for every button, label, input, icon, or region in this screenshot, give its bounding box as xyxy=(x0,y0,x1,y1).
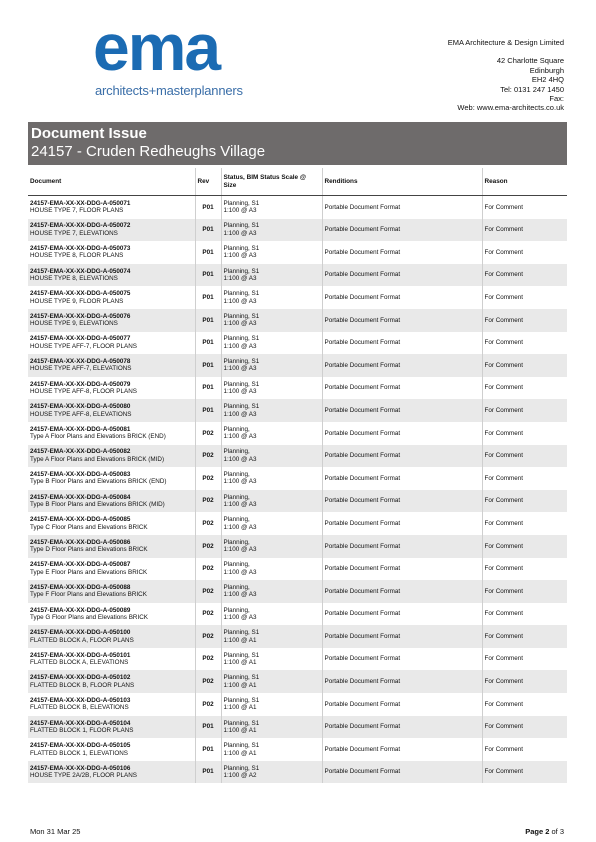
rev-cell: P02 xyxy=(195,670,221,693)
rev-cell: P01 xyxy=(195,219,221,242)
document-code: 24157-EMA-XX-XX-DDG-A-050106 xyxy=(30,764,131,772)
document-code: 24157-EMA-XX-XX-DDG-A-050100 xyxy=(30,629,131,637)
reason-cell: For Comment xyxy=(482,580,567,603)
reason-cell: For Comment xyxy=(482,558,567,581)
reason-cell: For Comment xyxy=(482,670,567,693)
status-cell xyxy=(221,219,322,242)
reason-cell: For Comment xyxy=(482,467,567,490)
footer-date: Mon 31 Mar 25 xyxy=(30,827,81,836)
status-cell xyxy=(221,738,322,761)
header-rev: Rev xyxy=(195,168,221,196)
header-reason: Reason xyxy=(482,168,567,196)
rendition-cell: Portable Document Format xyxy=(322,399,482,422)
rev-cell: P02 xyxy=(195,490,221,513)
address-line: Edinburgh xyxy=(529,65,564,75)
document-title: FLATTED BLOCK A, ELEVATIONS xyxy=(30,659,129,667)
table-row xyxy=(28,445,567,468)
scale-size: 1:100 @ A3 xyxy=(223,568,257,576)
scale-size: 1:100 @ A3 xyxy=(223,591,257,599)
rev-cell: P01 xyxy=(195,241,221,264)
rev-cell: P01 xyxy=(195,332,221,355)
status-value: Planning, xyxy=(223,561,250,569)
document-code: 24157-EMA-XX-XX-DDG-A-050071 xyxy=(30,199,131,207)
rendition-cell: Portable Document Format xyxy=(322,377,482,400)
scale-size: 1:100 @ A3 xyxy=(223,207,257,215)
document-title: FLATTED BLOCK 1, ELEVATIONS xyxy=(30,749,128,757)
ema-logo xyxy=(93,10,268,100)
document-cell xyxy=(28,716,195,739)
table-row xyxy=(28,738,567,761)
rendition-cell: Portable Document Format xyxy=(322,693,482,716)
status-value: Planning, S1 xyxy=(223,290,260,298)
reason-cell: For Comment xyxy=(482,309,567,332)
document-code: 24157-EMA-XX-XX-DDG-A-050083 xyxy=(30,471,131,479)
document-cell xyxy=(28,422,195,445)
rev-cell: P02 xyxy=(195,558,221,581)
document-cell xyxy=(28,580,195,603)
rendition-cell: Portable Document Format xyxy=(322,580,482,603)
document-cell xyxy=(28,264,195,287)
document-title: HOUSE TYPE 8, FLOOR PLANS xyxy=(30,252,124,260)
rev-cell: P01 xyxy=(195,738,221,761)
rendition-cell: Portable Document Format xyxy=(322,241,482,264)
rendition-cell: Portable Document Format xyxy=(322,286,482,309)
status-value: Planning, xyxy=(223,493,250,501)
status-cell xyxy=(221,196,322,219)
rev-cell: P01 xyxy=(195,354,221,377)
document-cell xyxy=(28,761,195,784)
rev-cell: P01 xyxy=(195,264,221,287)
reason-cell: For Comment xyxy=(482,693,567,716)
rendition-cell: Portable Document Format xyxy=(322,354,482,377)
table-row xyxy=(28,354,567,377)
banner-subtitle: 24157 - Cruden Redheughs Village xyxy=(31,143,266,160)
status-cell xyxy=(221,648,322,671)
reason-cell: For Comment xyxy=(482,241,567,264)
scale-size: 1:100 @ A3 xyxy=(223,501,257,509)
status-value: Planning, S1 xyxy=(223,380,260,388)
header-status: Status, BIM Status Scale @ Size xyxy=(221,168,322,196)
status-value: Planning, xyxy=(223,471,250,479)
reason-cell: For Comment xyxy=(482,738,567,761)
document-title: Type F Floor Plans and Elevations BRICK xyxy=(30,591,147,599)
rev-cell: P01 xyxy=(195,286,221,309)
status-cell xyxy=(221,580,322,603)
reason-cell: For Comment xyxy=(482,399,567,422)
reason-cell: For Comment xyxy=(482,535,567,558)
document-code: 24157-EMA-XX-XX-DDG-A-050104 xyxy=(30,719,131,727)
status-value: Planning, xyxy=(223,538,250,546)
address-line: EH2 4HQ xyxy=(531,75,564,85)
status-value: Planning, S1 xyxy=(223,199,260,207)
document-title: Type A Floor Plans and Elevations BRICK (END) xyxy=(30,433,166,441)
reason-cell: For Comment xyxy=(482,219,567,242)
status-cell xyxy=(221,377,322,400)
document-title: HOUSE TYPE 2A/2B, FLOOR PLANS xyxy=(30,772,137,780)
scale-size: 1:100 @ A1 xyxy=(223,704,257,712)
logo-tagline: architects+masterplanners xyxy=(95,83,243,98)
rendition-cell: Portable Document Format xyxy=(322,264,482,287)
rendition-cell: Portable Document Format xyxy=(322,535,482,558)
page-label: Page xyxy=(525,827,544,836)
document-code: 24157-EMA-XX-XX-DDG-A-050103 xyxy=(30,696,131,704)
status-value: Planning, S1 xyxy=(223,696,260,704)
rev-cell: P01 xyxy=(195,761,221,784)
reason-cell: For Comment xyxy=(482,625,567,648)
rev-cell: P02 xyxy=(195,580,221,603)
status-cell xyxy=(221,693,322,716)
page-total: of 3 xyxy=(551,827,564,836)
status-cell xyxy=(221,309,322,332)
rev-cell: P02 xyxy=(195,467,221,490)
document-cell xyxy=(28,693,195,716)
rev-cell: P02 xyxy=(195,625,221,648)
rendition-cell: Portable Document Format xyxy=(322,309,482,332)
document-cell xyxy=(28,445,195,468)
document-code: 24157-EMA-XX-XX-DDG-A-050075 xyxy=(30,290,131,298)
document-title: HOUSE TYPE AFF-7, ELEVATIONS xyxy=(30,365,132,373)
table-header-row xyxy=(28,168,567,196)
document-code: 24157-EMA-XX-XX-DDG-A-050084 xyxy=(30,493,131,501)
rev-cell: P01 xyxy=(195,716,221,739)
scale-size: 1:100 @ A1 xyxy=(223,681,257,689)
table-row xyxy=(28,716,567,739)
reason-cell: For Comment xyxy=(482,490,567,513)
status-cell xyxy=(221,467,322,490)
rendition-cell: Portable Document Format xyxy=(322,670,482,693)
reason-cell: For Comment xyxy=(482,648,567,671)
table-row xyxy=(28,603,567,626)
document-title: HOUSE TYPE AFF-7, FLOOR PLANS xyxy=(30,342,137,350)
rev-cell: P02 xyxy=(195,535,221,558)
status-cell xyxy=(221,332,322,355)
document-cell xyxy=(28,196,195,219)
rendition-cell: Portable Document Format xyxy=(322,196,482,219)
scale-size: 1:100 @ A3 xyxy=(223,433,257,441)
status-cell xyxy=(221,241,322,264)
document-cell xyxy=(28,377,195,400)
logo-wordmark: ema xyxy=(93,10,220,84)
table-row xyxy=(28,670,567,693)
table-row xyxy=(28,241,567,264)
table-row xyxy=(28,332,567,355)
document-issue-table xyxy=(28,168,567,783)
document-title: Type B Floor Plans and Elevations BRICK (END) xyxy=(30,478,167,486)
reason-cell: For Comment xyxy=(482,332,567,355)
status-cell xyxy=(221,716,322,739)
table-row xyxy=(28,625,567,648)
status-cell xyxy=(221,286,322,309)
document-code: 24157-EMA-XX-XX-DDG-A-050073 xyxy=(30,245,131,253)
address-line: 42 Charlotte Square xyxy=(496,56,564,66)
rendition-cell: Portable Document Format xyxy=(322,761,482,784)
rendition-cell: Portable Document Format xyxy=(322,332,482,355)
scale-size: 1:100 @ A1 xyxy=(223,726,257,734)
rev-cell: P02 xyxy=(195,603,221,626)
document-title: FLATTED BLOCK B, FLOOR PLANS xyxy=(30,681,135,689)
status-value: Planning, xyxy=(223,583,250,591)
table-row xyxy=(28,399,567,422)
document-title: HOUSE TYPE 9, ELEVATIONS xyxy=(30,320,118,328)
table-row xyxy=(28,219,567,242)
scale-size: 1:100 @ A2 xyxy=(223,772,257,780)
document-title: Type E Floor Plans and Elevations BRICK xyxy=(30,568,148,576)
document-cell xyxy=(28,670,195,693)
table-row xyxy=(28,196,567,219)
status-cell xyxy=(221,603,322,626)
document-title: HOUSE TYPE 7, FLOOR PLANS xyxy=(30,207,124,215)
document-banner xyxy=(28,122,567,165)
status-cell xyxy=(221,264,322,287)
table-row xyxy=(28,309,567,332)
rendition-cell: Portable Document Format xyxy=(322,512,482,535)
reason-cell: For Comment xyxy=(482,445,567,468)
table-row xyxy=(28,264,567,287)
rendition-cell: Portable Document Format xyxy=(322,625,482,648)
table-row xyxy=(28,693,567,716)
rev-cell: P02 xyxy=(195,445,221,468)
rev-cell: P01 xyxy=(195,309,221,332)
status-value: Planning, S1 xyxy=(223,335,260,343)
document-title: FLATTED BLOCK A, FLOOR PLANS xyxy=(30,636,134,644)
status-value: Planning, S1 xyxy=(223,719,260,727)
status-value: Planning, S1 xyxy=(223,312,260,320)
document-cell xyxy=(28,309,195,332)
document-title: HOUSE TYPE AFF-8, FLOOR PLANS xyxy=(30,388,137,396)
document-cell xyxy=(28,535,195,558)
document-code: 24157-EMA-XX-XX-DDG-A-050082 xyxy=(30,448,131,456)
status-cell xyxy=(221,445,322,468)
status-cell xyxy=(221,558,322,581)
scale-size: 1:100 @ A3 xyxy=(223,252,257,260)
table-row xyxy=(28,286,567,309)
scale-size: 1:100 @ A3 xyxy=(223,613,257,621)
document-cell xyxy=(28,738,195,761)
document-cell xyxy=(28,625,195,648)
scale-size: 1:100 @ A3 xyxy=(223,546,257,554)
rev-cell: P02 xyxy=(195,512,221,535)
company-details xyxy=(448,38,564,113)
rendition-cell: Portable Document Format xyxy=(322,467,482,490)
document-cell xyxy=(28,219,195,242)
document-code: 24157-EMA-XX-XX-DDG-A-050081 xyxy=(30,425,131,433)
document-code: 24157-EMA-XX-XX-DDG-A-050087 xyxy=(30,561,131,569)
status-value: Planning, S1 xyxy=(223,358,260,366)
header-renditions: Renditions xyxy=(322,168,482,196)
company-tel: Tel: 0131 247 1450 xyxy=(500,84,564,94)
document-code: 24157-EMA-XX-XX-DDG-A-050088 xyxy=(30,583,131,591)
scale-size: 1:100 @ A3 xyxy=(223,320,257,328)
status-value: Planning, xyxy=(223,448,250,456)
document-code: 24157-EMA-XX-XX-DDG-A-050077 xyxy=(30,335,131,343)
status-value: Planning, S1 xyxy=(223,674,260,682)
status-value: Planning, S1 xyxy=(223,267,260,275)
document-code: 24157-EMA-XX-XX-DDG-A-050072 xyxy=(30,222,131,230)
reason-cell: For Comment xyxy=(482,512,567,535)
document-title: Type D Floor Plans and Elevations BRICK xyxy=(30,546,148,554)
reason-cell: For Comment xyxy=(482,264,567,287)
status-value: Planning, S1 xyxy=(223,629,260,637)
document-cell xyxy=(28,512,195,535)
document-code: 24157-EMA-XX-XX-DDG-A-050101 xyxy=(30,651,131,659)
rev-cell: P01 xyxy=(195,399,221,422)
status-cell xyxy=(221,354,322,377)
document-code: 24157-EMA-XX-XX-DDG-A-050086 xyxy=(30,538,131,546)
document-cell xyxy=(28,286,195,309)
table-row xyxy=(28,377,567,400)
document-cell xyxy=(28,354,195,377)
status-cell xyxy=(221,670,322,693)
rendition-cell: Portable Document Format xyxy=(322,648,482,671)
scale-size: 1:100 @ A3 xyxy=(223,342,257,350)
rendition-cell: Portable Document Format xyxy=(322,490,482,513)
footer-page-number xyxy=(525,827,564,836)
scale-size: 1:100 @ A3 xyxy=(223,455,257,463)
table-row xyxy=(28,467,567,490)
status-value: Planning, S1 xyxy=(223,764,260,772)
document-title: Type G Floor Plans and Elevations BRICK xyxy=(30,613,148,621)
document-cell xyxy=(28,241,195,264)
status-cell xyxy=(221,512,322,535)
company-name: EMA Architecture & Design Limited xyxy=(447,38,564,47)
status-value: Planning, xyxy=(223,606,250,614)
reason-cell: For Comment xyxy=(482,716,567,739)
scale-size: 1:100 @ A3 xyxy=(223,365,257,373)
scale-size: 1:100 @ A3 xyxy=(223,388,257,396)
document-cell xyxy=(28,467,195,490)
reason-cell: For Comment xyxy=(482,761,567,784)
page-current: 2 xyxy=(545,827,550,836)
document-code: 24157-EMA-XX-XX-DDG-A-050102 xyxy=(30,674,131,682)
rendition-cell: Portable Document Format xyxy=(322,603,482,626)
document-cell xyxy=(28,332,195,355)
status-cell xyxy=(221,625,322,648)
document-title: FLATTED BLOCK 1, FLOOR PLANS xyxy=(30,726,134,734)
table-row xyxy=(28,535,567,558)
rendition-cell: Portable Document Format xyxy=(322,558,482,581)
document-code: 24157-EMA-XX-XX-DDG-A-050089 xyxy=(30,606,131,614)
document-title: HOUSE TYPE 9, FLOOR PLANS xyxy=(30,297,124,305)
scale-size: 1:100 @ A1 xyxy=(223,749,257,757)
scale-size: 1:100 @ A3 xyxy=(223,297,257,305)
scale-size: 1:100 @ A1 xyxy=(223,636,257,644)
document-title: HOUSE TYPE 8, ELEVATIONS xyxy=(30,275,118,283)
scale-size: 1:100 @ A3 xyxy=(223,229,257,237)
rev-cell: P02 xyxy=(195,648,221,671)
rendition-cell: Portable Document Format xyxy=(322,738,482,761)
scale-size: 1:100 @ A3 xyxy=(223,275,257,283)
status-cell xyxy=(221,422,322,445)
document-cell xyxy=(28,603,195,626)
reason-cell: For Comment xyxy=(482,422,567,445)
status-cell xyxy=(221,399,322,422)
document-code: 24157-EMA-XX-XX-DDG-A-050085 xyxy=(30,516,131,524)
document-code: 24157-EMA-XX-XX-DDG-A-050078 xyxy=(30,358,131,366)
document-title: Type A Floor Plans and Elevations BRICK (MID) xyxy=(30,455,165,463)
reason-cell: For Comment xyxy=(482,286,567,309)
scale-size: 1:100 @ A3 xyxy=(223,410,257,418)
document-title: Type B Floor Plans and Elevations BRICK (MID) xyxy=(30,501,165,509)
rev-cell: P02 xyxy=(195,693,221,716)
table-body xyxy=(28,196,567,784)
status-value: Planning, S1 xyxy=(223,403,260,411)
table-row xyxy=(28,512,567,535)
scale-size: 1:100 @ A3 xyxy=(223,523,257,531)
company-web: Web: www.ema-architects.co.uk xyxy=(457,103,564,113)
status-value: Planning, S1 xyxy=(223,742,260,750)
banner-title: Document Issue xyxy=(31,125,147,142)
rev-cell: P02 xyxy=(195,422,221,445)
status-value: Planning, S1 xyxy=(223,651,260,659)
document-code: 24157-EMA-XX-XX-DDG-A-050079 xyxy=(30,380,131,388)
document-title: FLATTED BLOCK B, ELEVATIONS xyxy=(30,704,129,712)
status-cell xyxy=(221,535,322,558)
table-row xyxy=(28,580,567,603)
reason-cell: For Comment xyxy=(482,377,567,400)
table-row xyxy=(28,761,567,784)
rendition-cell: Portable Document Format xyxy=(322,219,482,242)
status-cell xyxy=(221,761,322,784)
document-code: 24157-EMA-XX-XX-DDG-A-050074 xyxy=(30,267,131,275)
status-value: Planning, S1 xyxy=(223,222,260,230)
document-code: 24157-EMA-XX-XX-DDG-A-050080 xyxy=(30,403,131,411)
document-title: Type C Floor Plans and Elevations BRICK xyxy=(30,523,148,531)
rev-cell: P01 xyxy=(195,377,221,400)
rendition-cell: Portable Document Format xyxy=(322,422,482,445)
document-cell xyxy=(28,558,195,581)
document-cell xyxy=(28,648,195,671)
reason-cell: For Comment xyxy=(482,196,567,219)
table-row xyxy=(28,490,567,513)
company-fax: Fax: xyxy=(549,94,564,104)
reason-cell: For Comment xyxy=(482,603,567,626)
document-code: 24157-EMA-XX-XX-DDG-A-050076 xyxy=(30,312,131,320)
rev-cell: P01 xyxy=(195,196,221,219)
document-cell xyxy=(28,399,195,422)
document-title: HOUSE TYPE AFF-8, ELEVATIONS xyxy=(30,410,132,418)
header-document: Document xyxy=(28,168,195,196)
status-cell xyxy=(221,490,322,513)
table-row xyxy=(28,422,567,445)
document-title: HOUSE TYPE 7, ELEVATIONS xyxy=(30,229,118,237)
table-row xyxy=(28,558,567,581)
rendition-cell: Portable Document Format xyxy=(322,716,482,739)
status-value: Planning, S1 xyxy=(223,245,260,253)
reason-cell: For Comment xyxy=(482,354,567,377)
table-row xyxy=(28,648,567,671)
status-value: Planning, xyxy=(223,425,250,433)
document-cell xyxy=(28,490,195,513)
rendition-cell: Portable Document Format xyxy=(322,445,482,468)
scale-size: 1:100 @ A1 xyxy=(223,659,257,667)
scale-size: 1:100 @ A3 xyxy=(223,478,257,486)
status-value: Planning, xyxy=(223,516,250,524)
document-code: 24157-EMA-XX-XX-DDG-A-050105 xyxy=(30,742,131,750)
